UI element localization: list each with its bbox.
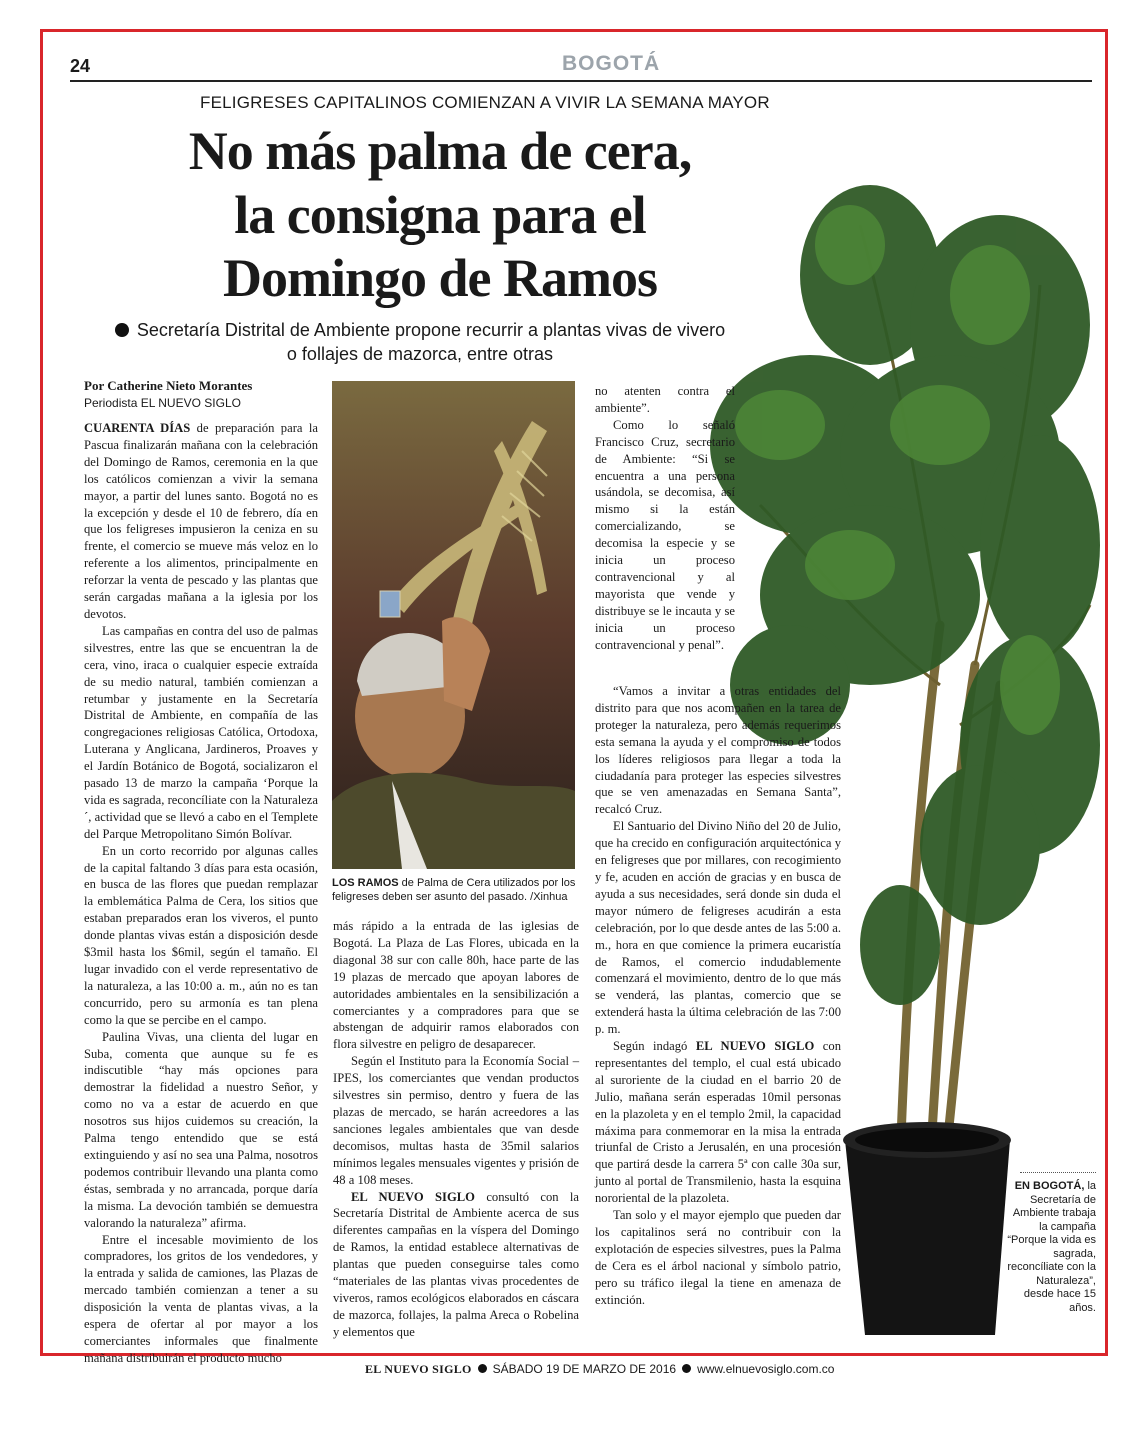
paragraph: no atenten contra el ambiente”. [595, 384, 735, 415]
section-title: BOGOTÁ [562, 52, 661, 75]
footer-date: SÁBADO 19 DE MARZO DE 2016 [492, 1362, 677, 1376]
bullet-icon [115, 323, 129, 337]
article-deck: Secretaría Distrital de Ambiente propone recurrir a plantas vivas de vivero o follajes de mazorca, entre otras [110, 318, 730, 367]
paragraph: Entre el incesable movimiento de los compradores, los gritos de los vendedores, y la entrada y salida de camiones, las Plazas de mercado también comienzan a tener a su disposición la venta de plantas vivas, a la espera de ofertar al por mayor a los comerciantes informales que finalmente mañana distribuirán el producto mucho [84, 1232, 318, 1365]
paragraph: EL NUEVO SIGLO consultó con la Secretaría Distrital de Ambiente acerca de sus diferentes campañas en la víspera del Domingo de Ramos, la entidad establece alternativas de plantas que pueden conseguirse tales como “materiales de las plantas vivas procedentes de viveros, ramos ecológicos elaborados en cáscara de mazorca, follajes, la palma Areca o Robelina y elementos que [333, 1189, 579, 1339]
paragraph: Las campañas en contra del uso de palmas silvestres, entre las que se encuentran la de cera, vino, iraca o cualquier especie extraída de su medio natural, también comienzan a retumbar y justamente en la Secretaría Distrital de Ambiente, en compañía de las congregaciones religiosas Católica, Ortodoxa, Luterana y Anglicana, Jardineros, Proaves y el Jardín Botánico de Bogotá, socializaron el pasado 13 de marzo la campaña ‘Porque la vida es sagrada, reconcíliate con la Naturaleza´, actividad que se llevó a cabo en el Templete del Parque Metropolitano Simón Bolívar. [84, 623, 318, 841]
paragraph: El Santuario del Divino Niño del 20 de Julio, que ha crecido en configuración arquitectónica y en feligreses que por millares, con recogimiento y fe, acuden en acción de gracias y en busca de ayuda a sus necesidades, será donde sin duda el mayor número de feligreses acudirán a esta celebración, por lo que desde antes de las 5:00 a. m., hora en que comience la primera eucaristía de Ramos, el comercio indudablemente comenzará el movimiento, dentro de lo que más se venderá, las plantas, comercio que se extenderá hasta la última celebración de las 7:00 p. m. [595, 819, 841, 1037]
page-footer [365, 1362, 834, 1377]
photo-illustration [332, 381, 575, 869]
paragraph: Según indagó EL NUEVO SIGLO con representantes del templo, el cual está ubicado al suroriente de la ciudad en el barrio 20 de Julio, mañana serán esperadas 10mil personas en la plazoleta y en el templo 2mil, la capacidad máxima para conmemorar en la misa la entrada triunfal de Cristo a Jerusalén, en una procesión que partirá desde la carrera 5ª con calle 30a sur, junto al portal de Transmilenio, hasta la esquina nororiental de la plazoleta. [595, 1039, 841, 1206]
photo-caption: LOS RAMOS de Palma de Cera utilizados por los feligreses deben ser asunto del pasado. /Xinhua [332, 877, 576, 903]
headline-line: No más palma de cera, [188, 121, 692, 181]
article-column-3-top [595, 383, 735, 654]
headline-line: la consigna para el [234, 184, 646, 245]
lead-in: CUARENTA DÍAS [84, 421, 191, 435]
side-caption: EN BOGOTÁ, la Secretaría de Ambiente trabaja la campaña “Porque la vida es sagrada, reconcíliate con la Naturaleza”, desde hace 15 años. [1007, 1180, 1096, 1314]
footer-url[interactable]: www.elnuevosiglo.com.co [697, 1362, 835, 1376]
newspaper-logo: EL NUEVO SIGLO [365, 1362, 472, 1376]
paragraph: Paulina Vivas, una clienta del lugar en Suba, comenta que aunque su fe es indiscutible “hay más opciones para demostrar la fidelidad a nuestro Señor, y como no va a estar de acuerdo en que nosotros sus hijos cuidemos su creación, la Palma tengo entendido que se está extinguiendo y así no sea una Palma, nosotros podemos contribuir llevando una planta como éstas, sembrada y no arrancada, porque daría la misma. La devoción también se demuestra valorando la naturaleza” afirma. [84, 1029, 318, 1230]
paragraph: CUARENTA DÍAS de preparación para la Pascua finalizarán mañana con la celebración del Domingo de Ramos, ceremonia en la que los católicos comienzan a vivir la semana mayor, a partir del lunes santo. Bogotá no es la excepción y desde el 10 de febrero, día en que los feligreses impusieron la ceniza en su frente, el comercio se mueve más veloz en lo referente a los alimentos, principalmente en reforzar la venta de pescado y las plantas que serán cargadas mañana a la iglesia por los devotos. [84, 421, 318, 621]
page-number: 24 [70, 56, 91, 76]
lead-in: EL NUEVO SIGLO [351, 1189, 475, 1204]
article-column-1 [84, 420, 318, 1367]
lead-in: EL NUEVO SIGLO [695, 1039, 815, 1054]
article-kicker: FELIGRESES CAPITALINOS COMIENZAN A VIVIR LA SEMANA MAYOR [200, 93, 770, 112]
paragraph: En un corto recorrido por algunas calles de la capital faltando 3 días para esta ocasión, en busca de las flores que puedan remplazar la emblemática Palma de Cera, los sitios que estaban preparados eran los viveros, el punto donde plantas vivas están a disposición desde $3mil hasta los $6mil, según el tamaño. El lugar invadido con el verde representativo de la naturaleza, a las 10:00 a. m., aún no es tan concurrido, pero su armonía es tan plena como la que se percibe en el campo. [84, 843, 318, 1027]
paragraph: “Vamos a invitar a otras entidades del distrito para que nos acompañen en la tarea de proteger la naturaleza, pero además requerimos esta semana la ayuda y el compromiso de todos los líderes religiosos para llegar a toda la ciudadanía para proteger las especies silvestres que se ven amenazadas en Semana Santa”, recalcó Cruz. [595, 684, 841, 817]
bullet-icon [478, 1364, 487, 1373]
paragraph: Como lo señaló Francisco Cruz, secretario de Ambiente: “Si se encuentra a una persona usándola, se decomisa, así mismo si la están comercializando, se decomisa la especie y se inicia un proceso contravencional y al mayorista que vende y distribuye se le incauta y se inicia un proceso contravencional y penal”. [595, 417, 735, 652]
byline-role: Periodista EL NUEVO SIGLO [84, 396, 241, 410]
byline: Por Catherine Nieto Morantes [84, 378, 253, 393]
header-rule [70, 80, 1092, 82]
article-photo [332, 381, 575, 869]
paragraph: Según el Instituto para la Economía Social – IPES, los comerciantes que vendan productos silvestres sin permiso, dentro y fuera de las plazas de mercado, se harán acreedores a las sanciones legales ambientales que van desde decomisos, multas hasta de 35mil salarios mínimos legales mensuales vigentes y prisión de 48 a 108 meses. [333, 1054, 579, 1187]
article-headline [80, 120, 800, 311]
paragraph: más rápido a la entrada de las iglesias de Bogotá. La Plaza de Las Flores, ubicada en la diagonal 38 sur con calle 80h, hace parte de las 19 plazas de mercado que apoyan labores de autoridades ambientales en la sensibilización a comerciantes y a compradores para que se abstengan de adquirir ramos elaborados con flora silvestre en peligro de desaparecer. [333, 919, 579, 1052]
article-column-2 [333, 918, 579, 1341]
headline-line: Domingo de Ramos [222, 248, 657, 309]
bullet-icon [682, 1364, 691, 1373]
side-caption-rule [1020, 1172, 1096, 1173]
article-column-3 [595, 683, 841, 1309]
paragraph: Tan solo y el mayor ejemplo que pueden dar los capitalinos será no contribuir con la explotación de especies silvestres, pues la Palma de Cera es el árbol nacional y símbolo patrio, pero su tráfico ilegal la tiene en amenaza de extinción. [595, 1208, 841, 1307]
